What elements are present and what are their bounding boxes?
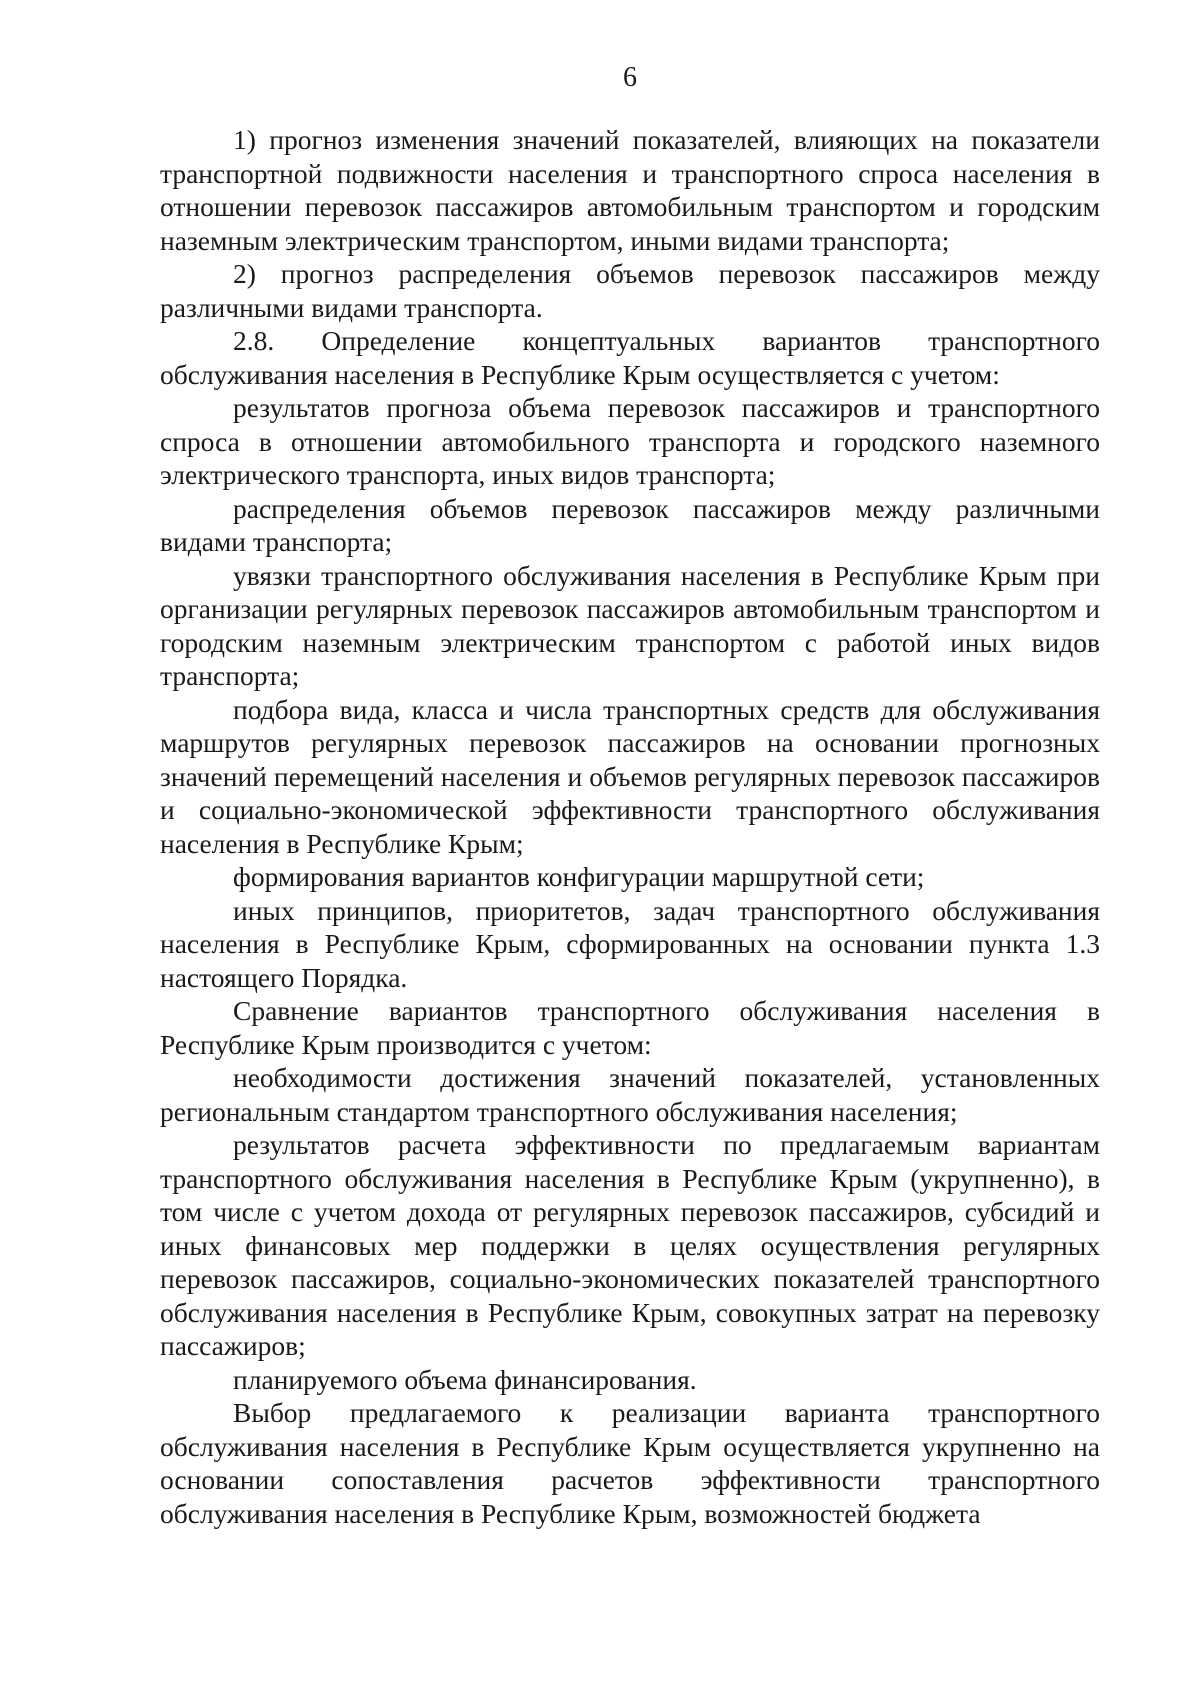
paragraph-forecast-results: результатов прогноза объема перевозок пассажиров и транспортного спроса в отношении автомобильного транспорта и городского наземного электрического транспорта, иных видов транспорта; [160,392,1100,490]
page-number: 6 [623,62,637,93]
paragraph-item-1: 1) прогноз изменения значений показателей, влияющих на показатели транспортной подвижности населения и транспортного спроса населения в отношении перевозок пассажиров автомобильным транспортом и городским наземным электрическим транспортом, иными видами транспорта; [160,124,1100,256]
paragraph-network-configuration: формирования вариантов конфигурации маршрутной сети; [233,861,925,892]
paragraph-item-2: 2) прогноз распределения объемов перевозок пассажиров между различными видами транспорта. [160,258,1100,323]
paragraph-vehicle-selection: подбора вида, класса и числа транспортных средств для обслуживания маршрутов регулярных перевозок пассажиров на основании прогнозных значений перемещений населения и объемов регулярных перевозок пассажиров и социально-экономической эффективности транспортного обслуживания населения в Республике Крым; [160,693,1100,859]
paragraph-section-2-8: 2.8. Определение концептуальных вариантов транспортного обслуживания населения в Республике Крым осуществляется с учетом: [160,325,1100,390]
paragraph-planned-financing: планируемого объема финансирования. [233,1363,697,1395]
paragraph-other-principles: иных принципов, приоритетов, задач транспортного обслуживания населения в Республике Крым, сформированных на основании пункта 1.3 настоящего Порядка. [160,894,1100,993]
paragraph-efficiency-results: результатов расчета эффективности по предлагаемым вариантам транспортного обслуживания населения в Республике Крым (укрупненно), в том числе с учетом дохода от регулярных перевозок пассажиров, субсидий и иных финансовых мер поддержки в целях осуществления регулярных перевозок пассажиров, социально-экономических показателей транспортного обслуживания населения в Республике Крым, совокупных затрат на перевозку пассажиров; [160,1129,1100,1361]
paragraph-indicator-targets: необходимости достижения значений показателей, установленных региональным стандартом транспортного обслуживания населения; [160,1062,1100,1127]
paragraph-comparison: Сравнение вариантов транспортного обслуживания населения в Республике Крым производится с учетом: [160,995,1100,1060]
paragraph-volume-distribution: распределения объемов перевозок пассажиров между различными видами транспорта; [160,492,1100,557]
document-body [160,123,1100,1530]
paragraph-linkage: увязки транспортного обслуживания населения в Республике Крым при организации регулярных перевозок пассажиров автомобильным транспортом и городским наземным электрическим транспортом с работой иных видов транспорта; [160,559,1100,691]
paragraph-option-selection: Выбор предлагаемого к реализации варианта транспортного обслуживания населения в Республике Крым осуществляется укрупненно на основании сопоставления расчетов эффективности транспортного обслуживания населения в Республике Крым, возможностей бюджета [160,1397,1100,1529]
